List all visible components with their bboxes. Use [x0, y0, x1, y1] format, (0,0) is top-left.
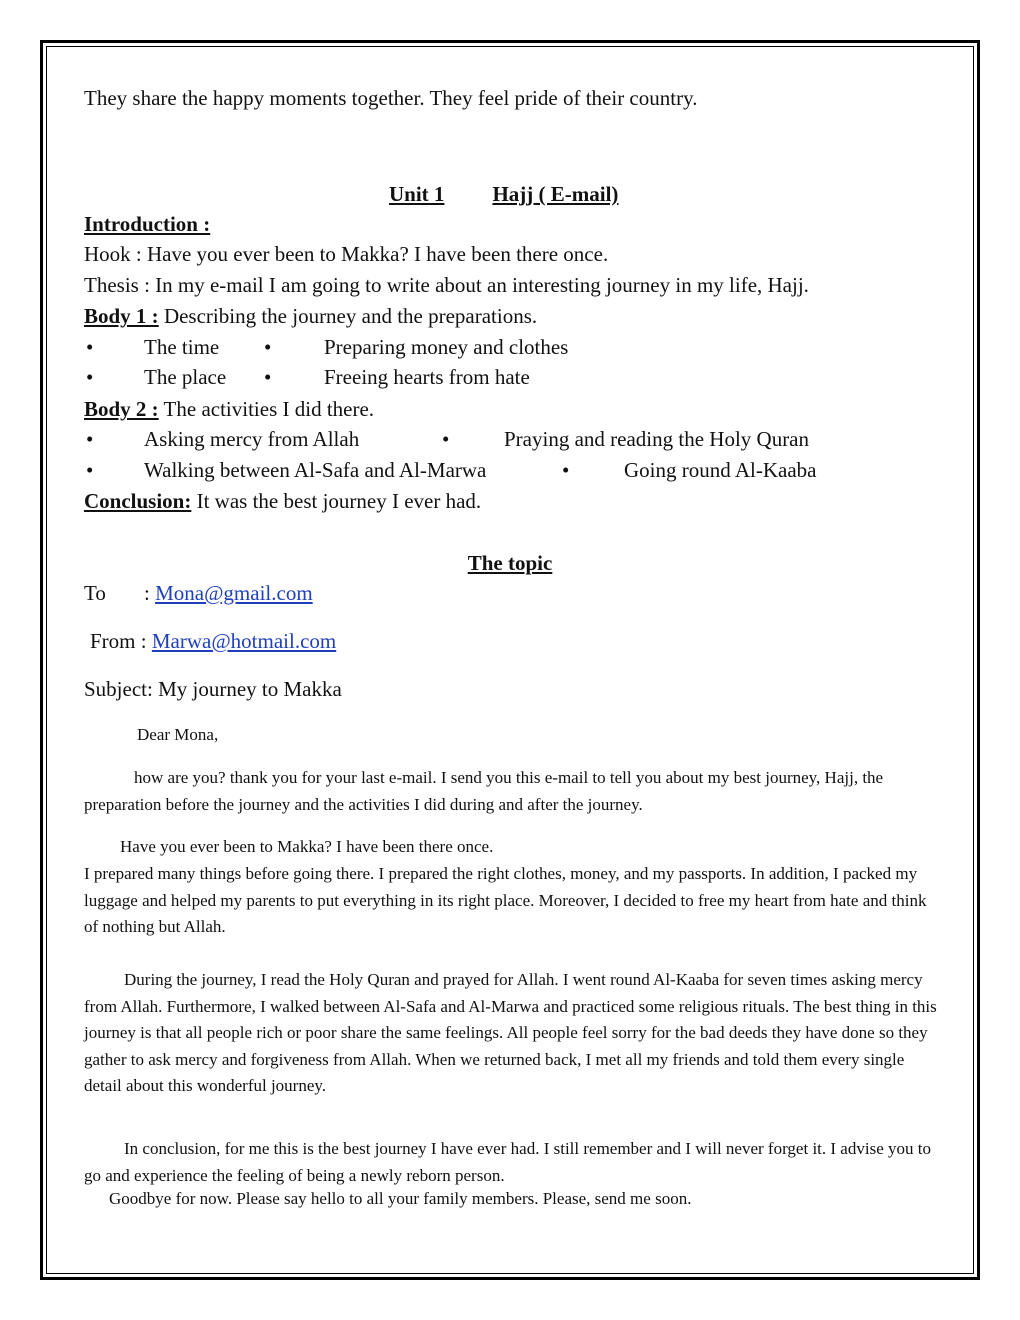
body1-item: Freeing hearts from hate [324, 365, 530, 389]
body1-text: Describing the journey and the preparations. [158, 304, 538, 328]
conclusion-line [84, 489, 481, 514]
bullet: • [562, 458, 570, 482]
to-label: To [84, 581, 106, 605]
subject-line: Subject: My journey to Makka [84, 677, 342, 701]
from-line [90, 629, 336, 654]
to-separator: : [144, 581, 156, 605]
body2-line [84, 397, 374, 422]
bullet: • [264, 365, 272, 389]
closing-line: Goodbye for now. Please say hello to all your family members. Please, send me soon. [109, 1189, 692, 1208]
bullet: • [86, 365, 94, 389]
unit-heading [389, 182, 618, 207]
unit-title: Hajj ( E-mail) [492, 182, 619, 206]
body1-label: Body 1 : [84, 304, 159, 328]
bullet: • [86, 458, 94, 482]
to-email-link[interactable]: Mona@gmail.com [155, 581, 313, 605]
body1-item: The time [144, 335, 220, 359]
thesis-line: Thesis : In my e-mail I am going to write about an interesting journey in my life, Hajj. [84, 273, 809, 297]
paragraph-hook: Have you ever been to Makka? I have been there once. [120, 837, 494, 856]
paragraph-activities: During the journey, I read the Holy Quran and prayed for Allah. I went round Al-Kaaba for seven times asking mercy from Allah. Furthermore, I walked between Al-Safa and Al-Marwa and practiced some religious rituals. The best thing in this journey is that all people rich or poor share the same feelings. All people feel sorry for the bad deeds they have done so they gather to ask mercy and forgiveness from Allah. When we returned back, I met all my friends and told them every single detail about this wonderful journey. [84, 970, 937, 1095]
hook-line: Hook : Have you ever been to Makka? I have been there once. [84, 242, 609, 266]
top-line: They share the happy moments together. They feel pride of their country. [84, 86, 698, 110]
from-label: From : [90, 629, 152, 653]
topic-heading: The topic [467, 551, 553, 575]
bullet: • [264, 335, 272, 359]
introduction-label: Introduction : [84, 212, 211, 236]
bullet: • [86, 427, 94, 451]
paragraph-intro: how are you? thank you for your last e-mail. I send you this e-mail to tell you about my best journey, Hajj, the preparation before the journey and the activities I did during and after the journey. [84, 768, 884, 814]
body2-item: Praying and reading the Holy Quran [504, 427, 810, 451]
body1-item: The place [144, 365, 227, 389]
greeting: Dear Mona, [137, 725, 219, 744]
body2-label: Body 2 : [84, 397, 159, 421]
bullet: • [442, 427, 450, 451]
body2-text: The activities I did there. [158, 397, 375, 421]
conclusion-text: It was the best journey I ever had. [191, 489, 482, 513]
paragraph-conclusion: In conclusion, for me this is the best journey I have ever had. I still remember and I will never forget it. I advise you to go and experience the feeling of being a newly reborn person. [84, 1139, 931, 1185]
conclusion-label: Conclusion: [84, 489, 192, 513]
body2-item: Walking between Al-Safa and Al-Marwa [144, 458, 487, 482]
body2-item: Asking mercy from Allah [144, 427, 360, 451]
bullet: • [86, 335, 94, 359]
body2-item: Going round Al-Kaaba [624, 458, 817, 482]
body1-item: Preparing money and clothes [324, 335, 569, 359]
body1-line [84, 304, 537, 329]
unit-number: Unit 1 [389, 182, 445, 206]
paragraph-preparations: I prepared many things before going there. I prepared the right clothes, money, and my passports. In addition, I packed my luggage and helped my parents to put everything in its right place. Moreover, I decided to free my heart from hate and think of nothing but Allah. [84, 864, 927, 936]
from-email-link[interactable]: Marwa@hotmail.com [151, 629, 337, 653]
to-line [144, 581, 313, 606]
